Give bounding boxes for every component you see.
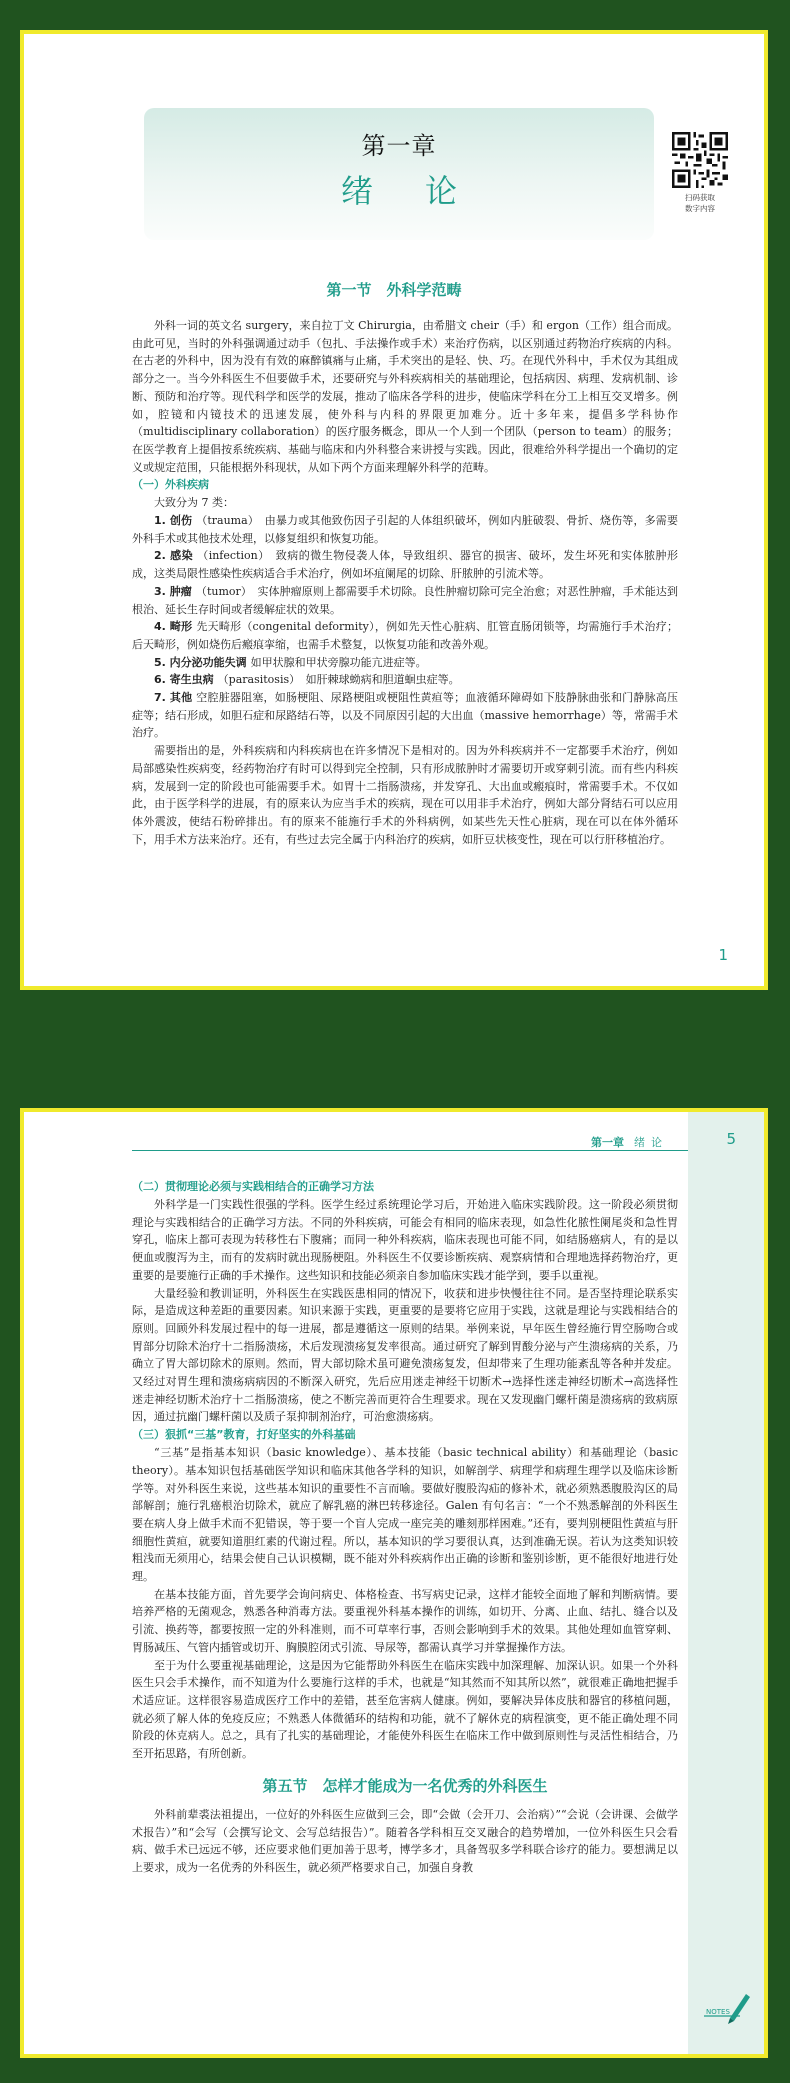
list-item: [132, 689, 678, 742]
item-term: 5. 内分泌功能失调: [154, 655, 247, 669]
subsection-lead: 大致分为 7 类：: [154, 496, 234, 510]
item-term: 1. 创伤: [154, 514, 193, 528]
qr-code-block[interactable]: [672, 132, 728, 214]
header-rule: [132, 1150, 688, 1151]
paragraph: 外科学是一门实践性很强的学科。医学生经过系统理论学习后，开始进入临床实践阶段。这一阶段必须贯彻理论与实践相结合的正确学习方法。不同的外科疾病，可能会有相同的临床表现，如急性化脓性阑尾炎和急性胃穿孔，临床上都可表现为转移性右下腹痛；而同一种外科疾病，临床表现也可能不同，如结肠癌病人，有的是以便血或腹泻为主，而有的发病时就出现肠梗阻。外科医生不仅要诊断疾病、观察病情和合理地选择药物治疗，更重要的是要施行正确的手术操作。这些知识和技能必须亲自参加临床实践才能学到，要手以重视。: [132, 1198, 678, 1282]
subsection-heading: （三）狠抓“三基”教育，打好坚实的外科基础: [132, 1428, 356, 1442]
page-number: 5: [726, 1130, 736, 1148]
qr-code-icon[interactable]: [672, 132, 728, 188]
qr-label-line2: 数字内容: [685, 204, 715, 213]
paragraph: 至于为什么要重视基础理论，这是因为它能帮助外科医生在临床实践中加深理解、加深认识。如果一个外科医生只会手术操作，而不知道为什么要施行这样的手术，也就是“知其然而不知其所以然”，就很难正确地把握手术适应证。这样很容易造成医疗工作中的差错，甚至危害病人健康。例如，要解决异体皮肤和器官的移植问题，就必须了解人体的免疫反应；不熟悉人体微循环的结构和功能，就不了解休克的病程演变，更不能正确处理不同阶段的休克病人。总之，具有了扎实的基础理论，才能使外科医生在临床工作中做到原则性与灵活性相结合，乃至开拓思路，有所创新。: [132, 1658, 678, 1761]
paragraph: 在基本技能方面，首先要学会询问病史、体格检查、书写病史记录，这样才能较全面地了解和判断病情。要培养严格的无菌观念，熟悉各种消毒方法。要重视外科基本操作的训练，如切开、分离、止血、结扎、缝合以及引流、换药等，都要按照一定的外科准则，而不可草率行事，否则会影响到手术的效果。其他处理如血管穿刺、胃肠减压、气管内插管或切开、胸膜腔闭式引流、导尿等，都需认真学习并掌握操作方法。: [132, 1587, 678, 1654]
book-page-5: [20, 1108, 768, 2058]
qr-label-line1: 扫码获取: [685, 193, 715, 202]
paragraph: “三基”是指基本知识（basic knowledge）、基本技能（basic technical ability）和基础理论（basic theory）。基本知识包括基础医学知识和临床其他各学科的知识，如解剖学、病理学和病理生理学以及临床诊断学等。对外科医生来说，这些基本知识的重要性不言而喻。要做好腹股沟疝的修补术，就必须熟悉腹股沟区的局部解剖；施行乳癌根治切除术，就应了解乳癌的淋巴转移途径。Galen 有句名言：“一个不熟悉解剖的外科医生要在病人身上做手术而不犯错误，等于要一个盲人完成一座完美的雕刻那样困难。”还有，要判别梗阻性黄疸与肝细胞性黄疸，就要知道胆红素的代谢过程。所以，基本知识的学习要很认真，达到准确无误。若认为这类知识较粗浅而无须用心，结果会使自己认识模糊，既不能对外科疾病作出正确的诊断和鉴别诊断，更不能很好地进行处理。: [132, 1446, 678, 1584]
item-text: （trauma） 由暴力或其他致伤因子引起的人体组织破坏，例如内脏破裂、骨折、烧伤等，多需要外科手术或其他技术处理，以修复组织和恢复功能。: [132, 514, 678, 545]
item-term: 6. 寄生虫病: [154, 673, 214, 687]
qr-label: [672, 192, 728, 214]
item-term: 3. 肿瘤: [154, 584, 192, 598]
chapter-number: 第一章: [361, 132, 437, 160]
page-number: 1: [718, 946, 728, 964]
book-page-1: [20, 30, 768, 990]
paragraph: 大量经验和教训证明，外科医生在实践医患相同的情况下，收获和进步快慢往往不同。是否坚持理论联系实际，是造成这种差距的重要因素。知识来源于实践，更重要的是要将它应用于实践，这就是理论与实践相结合的原则。回顾外科发展过程中的每一进展，都是遵循这一原则的结果。举例来说，早年医生曾经施行胃空肠吻合或胃部分切除术治疗十二指肠溃疡，术后发现溃疡复发率很高。通过研究了解到胃酸分泌与产生溃疡病的关系，乃确立了胃大部切除术的原则。然而，胃大部切除术虽可避免溃疡复发，但却带来了生理功能紊乱等各种并发症。又经过对胃生理和溃疡病病因的不断深入研究，先后应用迷走神经干切断术→选择性迷走神经切断术→高选择性迷走神经切断术治疗十二指肠溃疡，使之不断完善而更符合生理要求。现在又发现幽门螺杆菌是溃疡病的致病原因，通过抗幽门螺杆菌以及质子泵抑制剂治疗，可治愈溃疡病。: [132, 1286, 678, 1424]
item-text: 空腔脏器阻塞，如肠梗阻、尿路梗阻或梗阻性黄疸等；血液循环障碍如下肢静脉曲张和门静脉高压症等；结石形成，如胆石症和尿路结石等，以及不同原因引起的大出血（massive hemorrhage）等，常需手术治疗。: [132, 691, 678, 740]
paragraph: 外科前辈裘法祖提出，一位好的外科医生应做到三会，即“会做（会开刀、会治病）”“会说（会讲课、会做学术报告）”和“会写（会撰写论文、会写总结报告）”。随着各学科相互交叉融合的趋势增加，一位外科医生只会看病、做手术已远远不够，还应要求他们更加善于思考，博学多才，具备驾驭多学科联合诊疗的能力。要想满足以上要求，成为一名优秀的外科医生，就必须严格要求自己，加强自身教: [132, 1807, 678, 1874]
item-text: （parasitosis） 如肝棘球蚴病和胆道蛔虫症等。: [217, 673, 460, 687]
subsection-heading: （二）贯彻理论必须与实践相结合的正确学习方法: [132, 1180, 374, 1193]
section-title: 第一节 外科学范畴: [326, 281, 462, 299]
list-item: [132, 547, 678, 582]
item-text: 先天畸形（congenital deformity），例如先天性心脏病、肛管直肠闭锁等，均需施行手术治疗；后天畸形，例如烧伤后瘢痕挛缩，也需手术整复，以恢复功能和改善外观。: [132, 620, 678, 651]
running-head-chapter: 第一章: [591, 1136, 624, 1149]
page1-body: [132, 317, 678, 848]
closing-paragraph: 需要指出的是，外科疾病和内科疾病也在许多情况下是相对的。因为外科疾病并不一定都要手术治疗，例如局部感染性疾病变，经药物治疗有时可以得到完全控制，只有形成脓肿时才需要切开或穿刺引流。而有些内科疾病，发展到一定的阶段也可能需要手术。如胃十二指肠溃疡，并发穿孔、大出血或瘢痕时，常需要手术。不仅如此，由于医学科学的进展，有的原来认为应当手术的疾病，现在可以用非手术治疗，例如大部分肾结石可以应用体外震波，使结石粉碎排出。有的原来不能施行手术的外科病例，如某些先天性心脏病，现在可以在体外循环下，用手术方法来治疗。还有，有些过去完全属于内科治疗的疾病，如肝豆状核变性，现在可以行肝移植治疗。: [132, 744, 678, 846]
page2-body: [132, 1178, 678, 1877]
notes-margin-strip: [688, 1112, 764, 2054]
item-text: 如甲状腺和甲状旁腺功能亢进症等。: [250, 655, 427, 669]
list-item: [132, 512, 678, 547]
running-head-title: 绪论: [634, 1136, 668, 1149]
item-text: （tumor） 实体肿瘤原则上都需要手术切除。良性肿瘤切除可完全治愈；对恶性肿瘤，手术能达到根治、延长生存时间或者缓解症状的效果。: [132, 584, 678, 616]
list-item: [132, 618, 678, 653]
item-term: 2. 感染: [154, 549, 194, 563]
item-term: 7. 其他: [154, 691, 193, 705]
subsection-heading: （一）外科疾病: [132, 478, 209, 492]
list-item: [132, 654, 678, 672]
list-item: [132, 583, 678, 618]
chapter-title-banner: [144, 108, 654, 240]
section-title: 第五节 怎样才能成为一名优秀的外科医生: [262, 1776, 548, 1795]
notes-pen-icon: [700, 1986, 752, 2026]
list-item: [132, 671, 678, 689]
intro-paragraph: 外科一词的英文名 surgery，来自拉丁文 Chirurgia，由希腊文 cheir（手）和 ergon（工作）组合而成。由此可见，当时的外科强调通过动手（包扎、手法操作或手术）来治疗伤病，以区别通过药物治疗疾病的内科。在古老的外科中，因为没有有效的麻醉镇痛与止痛，手术突出的是轻、快、巧。在现代外科中，手术仅为其组成部分之一。当今外科医生不但要做手术，还要研究与外科疾病相关的基础理论，包括病因、病理、发病机制、诊断、预防和治疗等。现代科学和医学的发展，推动了临床各学科的进步，使临床学科在分工上相互交叉增多。例如，腔镜和内镜技术的迅速发展，使外科与内科的界限更加难分。近十多年来，提倡多学科协作（multidisciplinary collaboration）的医疗服务概念，即从一个人到一个团队（person to team）的服务；在医学教育上提倡按系统疾病、基础与临床和内外科整合来讲授与实践。因此，很难给外科学提出一个确切的定义或规定范围，只能根据外科现状，从如下两个方面来理解外科学的范畴。: [132, 319, 678, 474]
running-head: [591, 1134, 668, 1150]
notes-label: NOTES: [706, 2008, 730, 2016]
chapter-title: 绪论: [340, 172, 509, 210]
item-text: （infection） 致病的微生物侵袭人体，导致组织、器官的损害、破坏，发生坏死和实体脓肿形成，这类局限性感染性疾病适合手术治疗，例如坏疽阑尾的切除、肝脓肿的引流术等。: [132, 549, 678, 581]
item-term: 4. 畸形: [154, 620, 193, 634]
